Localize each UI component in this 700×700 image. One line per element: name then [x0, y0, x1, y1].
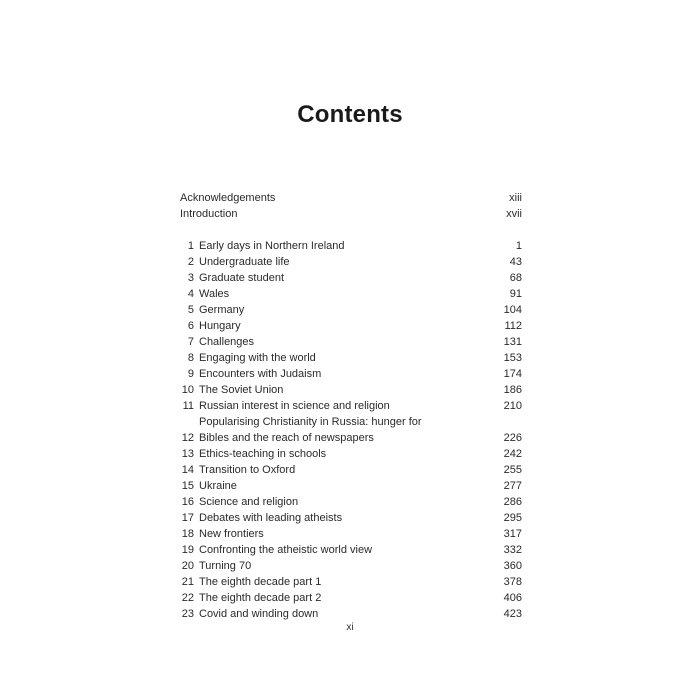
toc-page-number: 226 — [503, 432, 522, 444]
toc-entry-title: Popularising Christianity in Russia: hunger for Bibles and the reach of newspapers — [199, 416, 422, 444]
toc-chapter-number: 4 — [187, 288, 194, 300]
toc-entry-title: Early days in Northern Ireland — [199, 240, 345, 252]
toc-chapter-number: 7 — [187, 336, 194, 348]
page-title: Contents — [297, 101, 403, 128]
toc-entry-title: Challenges — [199, 336, 255, 348]
toc-chapter-number: 15 — [181, 480, 194, 492]
toc-page-number: 286 — [503, 496, 522, 508]
toc-entry-title: Transition to Oxford — [199, 464, 296, 476]
toc-entry-title: Ukraine — [199, 480, 237, 492]
toc-chapter-row — [180, 366, 522, 382]
toc-chapter-row — [180, 318, 522, 334]
toc-entry-title: Graduate student — [199, 272, 285, 284]
toc-page-number: 295 — [503, 512, 522, 524]
toc-entry-title: Encounters with Judaism — [199, 368, 322, 380]
toc-chapter-row — [180, 334, 522, 350]
toc-page-number: 360 — [503, 560, 522, 572]
toc-chapter-number: 13 — [181, 448, 194, 460]
toc-page-number: 153 — [503, 352, 522, 364]
toc-entry-title: Acknowledgements — [180, 192, 276, 204]
toc-chapter-row — [180, 270, 522, 286]
table-of-contents — [180, 190, 522, 622]
toc-chapter-number: 10 — [181, 384, 194, 396]
toc-entry-title: Covid and winding down — [199, 608, 319, 620]
toc-chapter-row — [180, 526, 522, 542]
toc-chapter-row — [180, 414, 522, 446]
toc-chapter-number: 22 — [181, 592, 194, 604]
toc-entry-title: New frontiers — [199, 528, 264, 540]
page-number-folio: xi — [346, 622, 354, 633]
toc-page-number: 255 — [503, 464, 522, 476]
toc-page-number: 68 — [509, 272, 522, 284]
toc-chapter-row — [180, 286, 522, 302]
toc-chapter-row — [180, 446, 522, 462]
toc-page-number: 242 — [503, 448, 522, 460]
toc-chapter-row — [180, 510, 522, 526]
toc-page-number: 174 — [503, 368, 522, 380]
toc-entry-title: Wales — [199, 288, 230, 300]
toc-chapter-number: 18 — [181, 528, 194, 540]
toc-chapter-row — [180, 494, 522, 510]
toc-front-matter-row — [180, 190, 522, 206]
toc-entry-title: Undergraduate life — [199, 256, 290, 268]
toc-entry-title: Introduction — [180, 208, 238, 220]
toc-chapter-number: 1 — [187, 240, 194, 252]
toc-chapter-number: 2 — [187, 256, 194, 268]
toc-chapter-number: 11 — [182, 400, 194, 412]
toc-chapter-row — [180, 590, 522, 606]
toc-page-number: 406 — [503, 592, 522, 604]
toc-entry-title: Science and religion — [199, 496, 299, 508]
toc-page-number: 210 — [503, 400, 522, 412]
toc-page-number: 423 — [503, 608, 522, 620]
toc-chapter-number: 8 — [187, 352, 194, 364]
toc-chapter-number: 17 — [181, 512, 194, 524]
toc-entry-title: Germany — [199, 304, 245, 316]
toc-chapter-row — [180, 606, 522, 622]
toc-entry-title: The eighth decade part 1 — [199, 576, 322, 588]
toc-chapter-number: 9 — [187, 368, 194, 380]
toc-chapter-number: 5 — [187, 304, 194, 316]
toc-page-number: 104 — [503, 304, 522, 316]
toc-chapter-number: 14 — [181, 464, 194, 476]
toc-chapter-number: 16 — [181, 496, 194, 508]
toc-entry-title: Turning 70 — [199, 560, 252, 572]
toc-page-number: 1 — [515, 240, 522, 252]
toc-chapter-row — [180, 558, 522, 574]
toc-page-number: 43 — [509, 256, 522, 268]
toc-page-number: 91 — [509, 288, 522, 300]
toc-entry-title: The Soviet Union — [199, 384, 284, 396]
toc-chapter-row — [180, 574, 522, 590]
front-matter-list — [180, 190, 522, 222]
toc-entry-title: Ethics-teaching in schools — [199, 448, 327, 460]
toc-chapter-row — [180, 350, 522, 366]
toc-chapter-number: 20 — [181, 560, 194, 572]
toc-chapter-number: 3 — [187, 272, 194, 284]
toc-chapter-number: 6 — [187, 320, 194, 332]
toc-page-number: 277 — [503, 480, 522, 492]
toc-entry-title: Confronting the atheistic world view — [199, 544, 373, 556]
toc-chapter-row — [180, 382, 522, 398]
toc-entry-title: Engaging with the world — [199, 352, 316, 364]
toc-chapter-row — [180, 398, 522, 414]
toc-page-number: 186 — [503, 384, 522, 396]
toc-page-number: 332 — [503, 544, 522, 556]
section-gap — [180, 222, 522, 238]
toc-page-number: 378 — [503, 576, 522, 588]
toc-page-number: xvii — [506, 208, 522, 220]
toc-entry-title: Debates with leading atheists — [199, 512, 343, 524]
toc-entry-title: Hungary — [199, 320, 241, 332]
toc-chapter-number: 21 — [181, 576, 194, 588]
toc-chapter-row — [180, 542, 522, 558]
toc-chapter-number: 23 — [181, 608, 194, 620]
toc-chapter-number: 19 — [181, 544, 194, 556]
toc-front-matter-row — [180, 206, 522, 222]
chapter-list — [180, 238, 522, 622]
toc-page-number: 131 — [503, 336, 522, 348]
toc-page-number: 112 — [504, 320, 522, 332]
toc-page-number: xiii — [509, 192, 522, 204]
toc-entry-title: The eighth decade part 2 — [199, 592, 322, 604]
toc-entry-title: Russian interest in science and religion — [199, 400, 390, 412]
toc-chapter-row — [180, 478, 522, 494]
toc-chapter-row — [180, 302, 522, 318]
toc-page-number: 317 — [503, 528, 522, 540]
toc-chapter-row — [180, 238, 522, 254]
toc-chapter-number: 12 — [181, 432, 194, 444]
toc-chapter-row — [180, 254, 522, 270]
toc-chapter-row — [180, 462, 522, 478]
